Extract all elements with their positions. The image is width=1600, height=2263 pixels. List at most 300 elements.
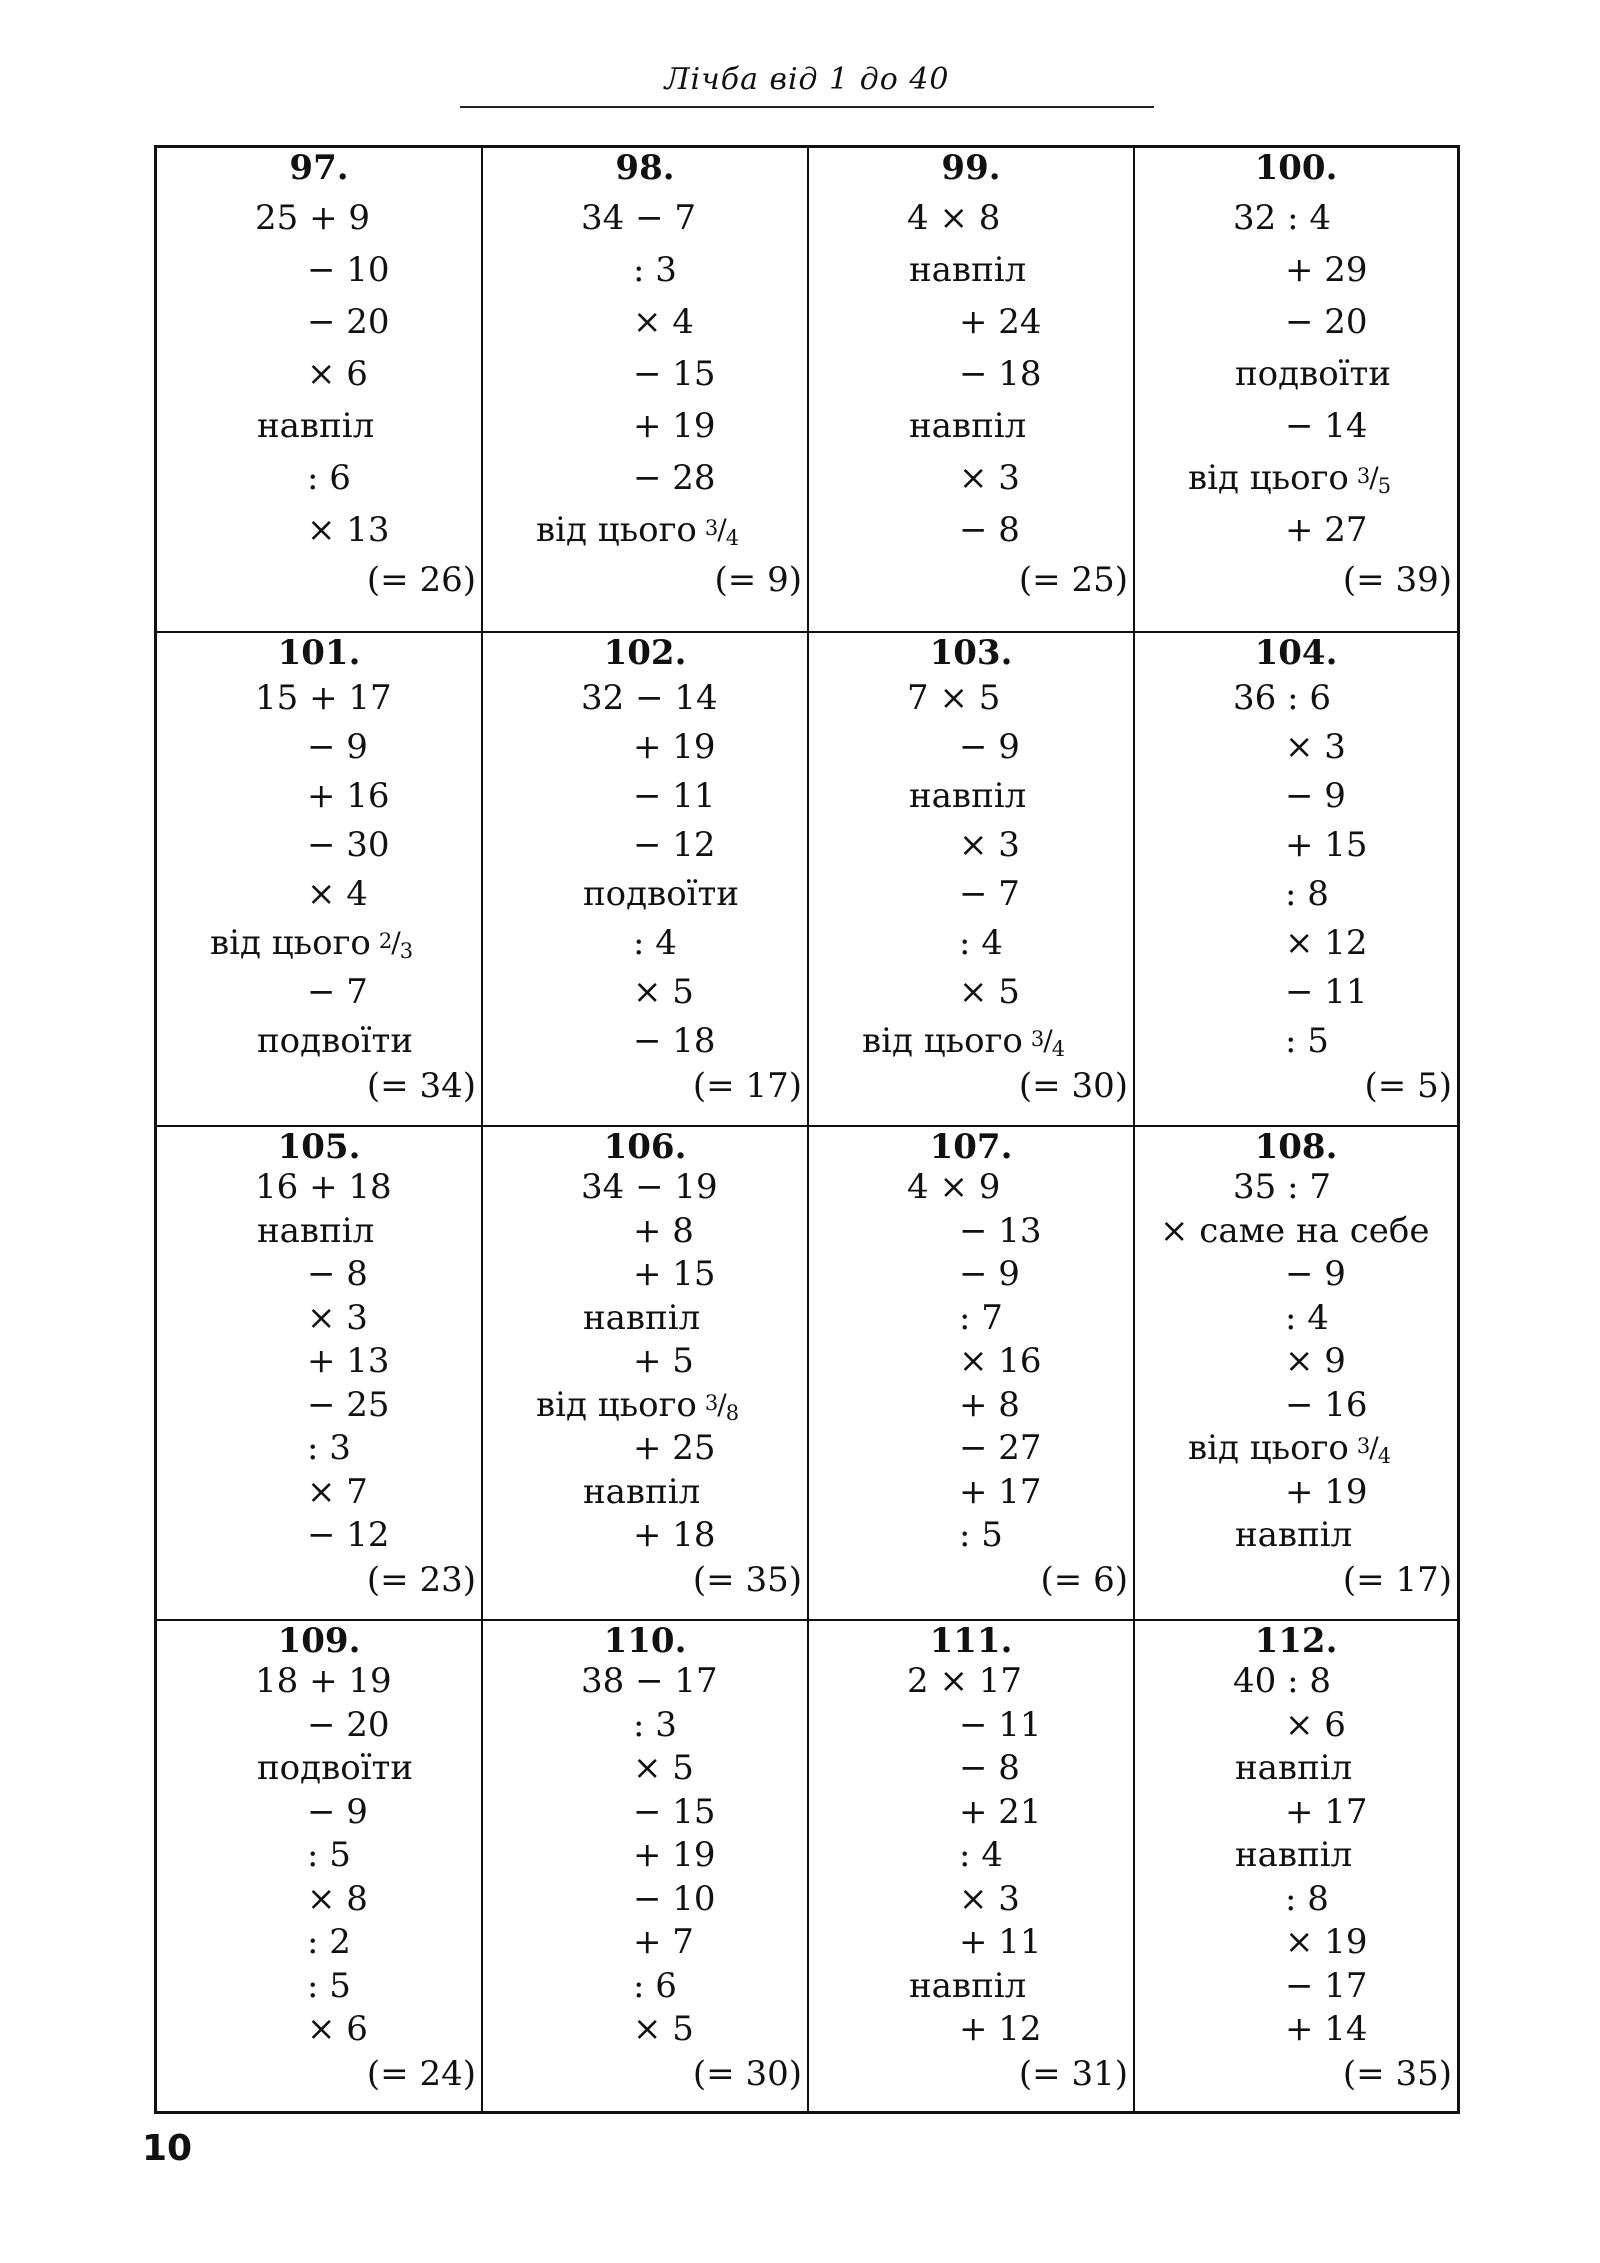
header-rule (460, 106, 1154, 108)
fraction-denominator: 4 (1377, 1444, 1392, 1468)
exercise-step (307, 1879, 368, 1919)
step-text: + 19 (1285, 1471, 1368, 1512)
exercise-cell (1135, 633, 1457, 1127)
exercise-step (633, 406, 716, 446)
exercise-step (307, 1472, 368, 1512)
exercise-grid (154, 145, 1460, 2114)
exercise-step (255, 678, 392, 718)
exercise-number: 108. (1254, 1127, 1338, 1167)
fraction-slash: / (1043, 1024, 1053, 1057)
step-text: : 8 (1285, 874, 1329, 914)
step-text: : 5 (307, 1835, 351, 1875)
exercise-step (633, 825, 716, 865)
step-text: подвоїти (583, 874, 740, 914)
step-text: : 2 (307, 1922, 351, 1962)
step-text: 38 − 17 (581, 1661, 718, 1701)
step-text: : 4 (959, 1835, 1003, 1875)
step-text: × 8 (307, 1878, 368, 1919)
exercise-cell (157, 633, 483, 1127)
fraction-denominator: 5 (1377, 474, 1392, 498)
step-text: 4 × 9 (907, 1167, 1001, 1207)
exercise-step (959, 1428, 1042, 1468)
step-text: + 27 (1285, 510, 1368, 550)
step-text: × 3 (959, 825, 1020, 865)
step-text: навпіл (909, 776, 1027, 816)
exercise-answer: (= 6) (1040, 1560, 1128, 1600)
step-text: + 19 (633, 406, 716, 446)
step-text: навпіл (257, 406, 375, 446)
exercise-step (909, 250, 1026, 290)
exercise-answer: (= 17) (1342, 1560, 1452, 1600)
step-text: × 6 (1285, 1704, 1346, 1745)
fraction-slash: / (717, 1387, 727, 1421)
step-text: + 15 (1285, 825, 1368, 865)
step-text: − 27 (959, 1428, 1042, 1468)
step-text: − 20 (1285, 302, 1368, 342)
exercise-number: 98. (615, 148, 675, 188)
step-text: − 8 (307, 1254, 368, 1294)
step-text: × 6 (307, 2009, 368, 2049)
fraction (704, 513, 740, 550)
fraction (1030, 1024, 1066, 1061)
step-text: + 21 (959, 1791, 1042, 1832)
step-text: подвоїти (1235, 354, 1392, 394)
exercise-step (1285, 1879, 1329, 1919)
exercise-cell (157, 148, 483, 633)
exercise-step (1285, 1385, 1368, 1425)
step-text: 32 : 4 (1233, 198, 1331, 238)
step-text: + 19 (633, 727, 716, 767)
exercise-step (1285, 923, 1368, 963)
exercise-step (633, 972, 694, 1012)
step-text: : 5 (959, 1515, 1003, 1555)
exercise-step (633, 1748, 694, 1788)
exercise-step (307, 825, 390, 865)
exercise-step (907, 1167, 1000, 1207)
exercise-step (257, 406, 374, 446)
step-text: 32 − 14 (581, 678, 718, 718)
exercise-cell (483, 633, 809, 1127)
step-text: навпіл (257, 1210, 375, 1251)
exercise-cell (483, 1621, 809, 2111)
step-text: − 8 (959, 510, 1020, 550)
step-text: від цього (1188, 1428, 1349, 1468)
step-text: + 14 (1285, 2009, 1368, 2049)
exercise-step (583, 874, 739, 914)
step-text: − 15 (633, 354, 716, 394)
exercise-cell (483, 148, 809, 633)
step-text: − 15 (633, 1791, 716, 1832)
step-text: + 7 (633, 1922, 694, 1962)
exercise-step (633, 354, 716, 394)
step-text: − 30 (307, 825, 390, 865)
exercise-number: 111. (929, 1621, 1013, 1661)
exercise-step (633, 302, 694, 342)
exercise-step (255, 1661, 392, 1701)
exercise-step (1285, 1922, 1368, 1962)
exercise-step (633, 1254, 716, 1294)
exercise-step (959, 1254, 1020, 1294)
step-text: 35 : 7 (1233, 1167, 1331, 1207)
exercise-step (1285, 874, 1329, 914)
step-text: × 5 (633, 2009, 694, 2049)
step-text: + 11 (959, 1922, 1042, 1962)
step-text: 2 × 17 (907, 1661, 1022, 1701)
exercise-step (307, 1515, 390, 1555)
step-text: × 4 (633, 302, 694, 342)
exercise-step (909, 406, 1026, 446)
step-text: × 5 (633, 1748, 694, 1788)
step-text: : 4 (1285, 1297, 1329, 1338)
step-text: − 25 (307, 1384, 390, 1425)
step-text: − 9 (959, 1254, 1020, 1294)
step-text: + 17 (1285, 1791, 1368, 1832)
step-text: + 19 (633, 1835, 716, 1875)
exercise-step (1285, 776, 1346, 816)
fraction-slash: / (391, 926, 401, 959)
exercise-step (959, 923, 1003, 963)
exercise-step (257, 1748, 413, 1788)
exercise-step (959, 727, 1020, 767)
exercise-step (307, 1705, 390, 1745)
fraction-numerator: 3 (1356, 1434, 1371, 1458)
exercise-step (307, 727, 368, 767)
step-text: − 9 (1285, 1254, 1346, 1294)
step-text: від цього (210, 923, 371, 963)
step-text: навпіл (1235, 1835, 1353, 1875)
step-text: × 13 (307, 510, 390, 550)
exercise-step (255, 1167, 392, 1207)
fraction-denominator: 8 (725, 1400, 740, 1425)
fraction (704, 1387, 740, 1425)
exercise-step (959, 1341, 1042, 1381)
exercise-step (307, 458, 351, 498)
exercise-step (1285, 302, 1368, 342)
step-text: 15 + 17 (255, 678, 392, 718)
fraction-denominator: 3 (399, 939, 414, 963)
step-text: навпіл (909, 250, 1027, 290)
step-text: × 6 (307, 354, 368, 394)
exercise-cell (1135, 1621, 1457, 2111)
step-text: × 5 (959, 972, 1020, 1012)
exercise-step (907, 198, 1000, 238)
exercise-step (1233, 1661, 1331, 1701)
exercise-cell (809, 1127, 1135, 1621)
exercise-step (255, 198, 370, 238)
exercise-step (581, 1661, 718, 1701)
exercise-step (1285, 250, 1368, 290)
exercise-number: 97. (289, 148, 349, 188)
exercise-step (1188, 1428, 1391, 1468)
step-text: × саме на себе (1160, 1210, 1430, 1251)
step-text: подвоїти (257, 1021, 414, 1061)
fraction-numerator: 3 (704, 516, 719, 540)
fraction-numerator: 2 (378, 929, 393, 953)
step-text: 34 − 19 (581, 1167, 718, 1207)
step-text: 4 × 8 (907, 198, 1001, 238)
exercise-step (959, 1922, 1042, 1962)
step-text: 36 : 6 (1233, 678, 1331, 718)
exercise-answer: (= 23) (366, 1560, 476, 1600)
exercise-step (959, 458, 1020, 498)
exercise-step (1233, 1167, 1331, 1207)
exercise-step (307, 1428, 351, 1468)
exercise-step (1233, 678, 1331, 718)
step-text: − 18 (959, 354, 1042, 394)
step-text: 7 × 5 (907, 678, 1001, 718)
step-text: навпіл (909, 1965, 1027, 2006)
exercise-step (909, 776, 1026, 816)
exercise-step (1188, 458, 1391, 498)
step-text: × 19 (1285, 1922, 1368, 1962)
exercise-step (1285, 1705, 1346, 1745)
exercise-step (307, 1254, 368, 1294)
step-text: − 8 (959, 1748, 1020, 1788)
step-text: − 9 (1285, 776, 1346, 816)
step-text: − 11 (959, 1704, 1042, 1745)
step-text: : 6 (633, 1965, 677, 2006)
step-text: : 5 (307, 1965, 351, 2006)
step-text: : 4 (959, 923, 1003, 963)
exercise-answer: (= 39) (1342, 560, 1452, 600)
step-text: + 18 (633, 1515, 716, 1555)
step-text: + 5 (633, 1341, 694, 1381)
exercise-step (959, 1298, 1003, 1338)
exercise-answer: (= 5) (1364, 1066, 1452, 1106)
exercise-cell (809, 148, 1135, 633)
exercise-step (307, 250, 390, 290)
exercise-number: 102. (603, 633, 687, 673)
exercise-step (307, 354, 368, 394)
exercise-step (633, 776, 716, 816)
fraction-slash: / (717, 513, 727, 546)
exercise-step (210, 923, 413, 963)
exercise-step (959, 1385, 1020, 1425)
exercise-step (909, 1966, 1026, 2006)
exercise-number: 110. (603, 1621, 687, 1661)
exercise-number: 107. (929, 1127, 1013, 1167)
exercise-answer: (= 26) (366, 560, 476, 600)
exercise-number: 109. (277, 1621, 361, 1661)
step-text: × 3 (1285, 727, 1346, 767)
step-text: : 4 (633, 923, 677, 963)
exercise-step (307, 1835, 351, 1875)
exercise-step (633, 1879, 716, 1919)
exercise-step (307, 1922, 351, 1962)
step-text: − 16 (1285, 1384, 1368, 1425)
exercise-step (959, 1748, 1020, 1788)
step-text: − 20 (307, 1704, 390, 1745)
exercise-answer: (= 9) (714, 560, 802, 600)
step-text: + 16 (307, 776, 390, 816)
exercise-step (307, 302, 390, 342)
step-text: − 10 (307, 250, 390, 290)
step-text: − 12 (633, 825, 716, 865)
step-text: + 12 (959, 2009, 1042, 2049)
step-text: − 9 (307, 1791, 368, 1832)
step-text: − 7 (307, 972, 368, 1012)
exercise-step (633, 1341, 694, 1381)
exercise-step (536, 510, 739, 550)
exercise-step (633, 250, 677, 290)
step-text: 16 + 18 (255, 1167, 392, 1207)
exercise-step (959, 2009, 1042, 2049)
step-text: : 3 (633, 1704, 677, 1745)
exercise-step (257, 1021, 413, 1061)
exercise-number: 104. (1254, 633, 1338, 673)
exercise-cell (809, 1621, 1135, 2111)
step-text: − 12 (307, 1515, 390, 1555)
fraction-numerator: 3 (1356, 464, 1371, 488)
step-text: × 16 (959, 1341, 1042, 1381)
step-text: × 3 (959, 458, 1020, 498)
step-text: навпіл (1235, 1748, 1353, 1788)
exercise-number: 99. (941, 148, 1001, 188)
exercise-step (1285, 2009, 1368, 2049)
step-text: + 25 (633, 1428, 716, 1468)
step-text: навпіл (1235, 1515, 1353, 1555)
step-text: + 15 (633, 1254, 716, 1294)
exercise-answer: (= 30) (692, 2054, 802, 2094)
step-text: : 7 (959, 1297, 1003, 1338)
exercise-step (959, 1792, 1042, 1832)
exercise-answer: (= 30) (1018, 1066, 1128, 1106)
step-text: : 3 (633, 250, 677, 290)
exercise-step (307, 1385, 390, 1425)
exercise-step (633, 2009, 694, 2049)
exercise-step (1285, 1472, 1368, 1512)
exercise-step (959, 1879, 1020, 1919)
fraction-denominator: 4 (1051, 1037, 1066, 1061)
step-text: + 17 (959, 1471, 1042, 1512)
step-text: від цього (536, 510, 697, 550)
step-text: − 28 (633, 458, 716, 498)
exercise-step (307, 1341, 390, 1381)
exercise-step (581, 678, 718, 718)
step-text: навпіл (583, 1297, 701, 1338)
step-text: навпіл (909, 406, 1027, 446)
step-text: − 11 (1285, 972, 1368, 1012)
step-text: − 11 (633, 776, 716, 816)
step-text: від цього (862, 1021, 1023, 1061)
exercise-step (959, 354, 1042, 394)
exercise-step (959, 1515, 1003, 1555)
exercise-step (959, 825, 1020, 865)
step-text: 25 + 9 (255, 198, 370, 238)
exercise-answer: (= 35) (1342, 2054, 1452, 2094)
exercise-step (583, 1472, 700, 1512)
exercise-step (633, 1211, 694, 1251)
exercise-answer: (= 31) (1018, 2054, 1128, 2094)
exercise-step (633, 1705, 677, 1745)
step-text: : 3 (307, 1428, 351, 1468)
fraction-numerator: 3 (1030, 1027, 1045, 1051)
exercise-step (307, 510, 390, 550)
exercise-step (959, 1472, 1042, 1512)
exercise-step (862, 1021, 1065, 1061)
exercise-step (307, 776, 390, 816)
exercise-step (1233, 198, 1331, 238)
step-text: − 10 (633, 1878, 716, 1919)
exercise-step (633, 1428, 716, 1468)
exercise-cell (1135, 148, 1457, 633)
exercise-number: 103. (929, 633, 1013, 673)
exercise-answer: (= 25) (1018, 560, 1128, 600)
exercise-answer: (= 34) (366, 1066, 476, 1106)
step-text: навпіл (583, 1471, 701, 1512)
exercise-step (257, 1211, 374, 1251)
step-text: 40 : 8 (1233, 1661, 1331, 1701)
step-text: × 7 (307, 1471, 368, 1512)
exercise-step (633, 923, 677, 963)
exercise-step (581, 1167, 718, 1207)
exercise-answer: (= 24) (366, 2054, 476, 2094)
fraction-numerator: 3 (704, 1390, 719, 1415)
exercise-step (536, 1385, 739, 1425)
step-text: від цього (536, 1384, 697, 1425)
exercise-step (1235, 1515, 1352, 1555)
exercise-step (959, 972, 1020, 1012)
step-text: − 13 (959, 1210, 1042, 1251)
step-text: × 3 (959, 1878, 1020, 1919)
step-text: × 9 (1285, 1341, 1346, 1381)
exercise-step (307, 1966, 351, 2006)
fraction-slash: / (1369, 1431, 1379, 1464)
step-text: : 6 (307, 458, 351, 498)
exercise-step (1285, 825, 1368, 865)
exercise-step (959, 1211, 1042, 1251)
exercise-answer: (= 35) (692, 1560, 802, 1600)
step-text: + 8 (959, 1384, 1020, 1425)
exercise-step (1285, 1254, 1346, 1294)
step-text: − 20 (307, 302, 390, 342)
fraction-denominator: 4 (725, 526, 740, 550)
exercise-step (1285, 972, 1368, 1012)
exercise-step (1235, 1835, 1352, 1875)
exercise-step (633, 727, 716, 767)
step-text: − 18 (633, 1021, 716, 1061)
step-text: + 29 (1285, 250, 1368, 290)
exercise-cell (157, 1621, 483, 2111)
exercise-cell (483, 1127, 809, 1621)
step-text: − 7 (959, 874, 1020, 914)
exercise-step (307, 1298, 368, 1338)
page-header-title: Лічба від 1 до 40 (664, 62, 950, 97)
fraction (1356, 1431, 1392, 1468)
exercise-step (307, 2009, 368, 2049)
step-text: 18 + 19 (255, 1661, 392, 1701)
exercise-number: 112. (1254, 1621, 1338, 1661)
step-text: + 8 (633, 1210, 694, 1251)
step-text: + 24 (959, 302, 1042, 342)
step-text: − 14 (1285, 406, 1368, 446)
exercise-cell (1135, 1127, 1457, 1621)
exercise-step (1285, 406, 1368, 446)
exercise-step (1160, 1211, 1429, 1251)
exercise-step (1235, 354, 1391, 394)
exercise-number: 106. (603, 1127, 687, 1167)
step-text: − 9 (959, 727, 1020, 767)
exercise-step (959, 1705, 1042, 1745)
page-number: 10 (142, 2128, 193, 2169)
exercise-step (307, 1792, 368, 1832)
exercise-step (633, 1515, 716, 1555)
exercise-answer: (= 17) (692, 1066, 802, 1106)
exercise-step (583, 1298, 700, 1338)
exercise-number: 100. (1254, 148, 1338, 188)
exercise-step (1285, 1298, 1329, 1338)
exercise-step (307, 972, 368, 1012)
